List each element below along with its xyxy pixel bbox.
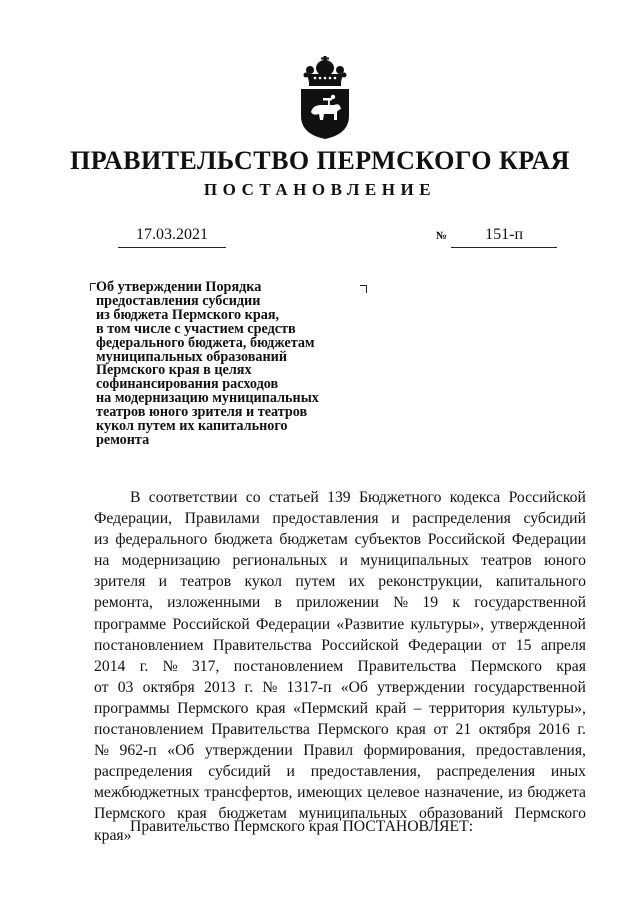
body-line: распределения субсидий и предоставления, распределения иных — [94, 763, 586, 781]
subject-line: Об утверждении Порядка — [96, 279, 262, 295]
body-line: программе Российской Федерации «Развитие культуры», утвержденной — [94, 615, 586, 633]
subject-line: в том числе с участием средств — [96, 320, 296, 337]
coat-of-arms-icon — [297, 54, 353, 140]
body-line: постановлением Правительства Пермского края от 21 октября 2016 г. — [94, 721, 586, 739]
body-line: края» — [94, 826, 132, 844]
subject-line: из бюджета Пермского края, — [96, 306, 280, 323]
subject-line: театров юного зрителя и театров — [96, 404, 308, 421]
resolve-statement: Правительство Пермского края ПОСТАНОВЛЯЕТ: — [130, 818, 474, 835]
subject-line: муниципальных образований — [96, 348, 288, 365]
document-number: 151-п — [451, 226, 557, 248]
number-sign: № — [436, 230, 448, 242]
subject-line: софинансирования расходов — [96, 376, 279, 393]
subject-line: на модернизацию муниципальных — [96, 390, 319, 407]
body-line: ремонта, изложенными в приложении № 19 к государственной — [94, 594, 586, 612]
body-line: № 962-п «Об утверждении Правил формирования, предоставления, — [94, 742, 586, 760]
body-line: В соответствии со статьей 139 Бюджетного кодекса Российской — [130, 489, 586, 506]
subject-line: ремонта — [96, 431, 150, 448]
body-line: межбюджетных трансфертов, имеющих целевое назначение, из бюджета — [94, 784, 586, 802]
document-number-block — [436, 226, 560, 248]
preamble-paragraph — [94, 487, 586, 846]
subject-line: кукол путем их капитального — [96, 418, 288, 435]
document-date: 17.03.2021 — [118, 226, 226, 248]
body-line: Пермского края бюджетам муниципальных образований Пермского — [94, 805, 586, 823]
government-title: ПРАВИТЕЛЬСТВО ПЕРМСКОГО КРАЯ — [70, 146, 570, 175]
subject-line: предоставления субсидии — [96, 292, 261, 309]
subject-heading — [96, 281, 366, 448]
body-line: зрителя и театров кукол путем их реконструкции, капитального — [94, 573, 586, 591]
document-type: ПОСТАНОВЛЕНИЕ — [203, 180, 437, 199]
body-line: на модернизацию региональных и муниципальных театров юного — [94, 552, 586, 570]
subject-line: федерального бюджета, бюджетам — [96, 334, 315, 351]
body-line: Федерации, Правилами предоставления и распределения субсидий — [94, 510, 586, 528]
subject-line: Пермского края в целях — [96, 362, 252, 379]
body-line: из федерального бюджета бюджетам субъектов Российской Федерации — [94, 531, 586, 549]
body-line: 2014 г. № 317, постановлением Правительства Пермского края — [94, 657, 586, 675]
body-line: программы Пермского края «Пермский край – территория культуры», — [94, 699, 586, 717]
body-line: постановлением Правительства Российской Федерации от 15 апреля — [94, 636, 586, 654]
body-line: от 03 октября 2013 г. № 1317-п «Об утверждении государственной — [94, 678, 586, 696]
